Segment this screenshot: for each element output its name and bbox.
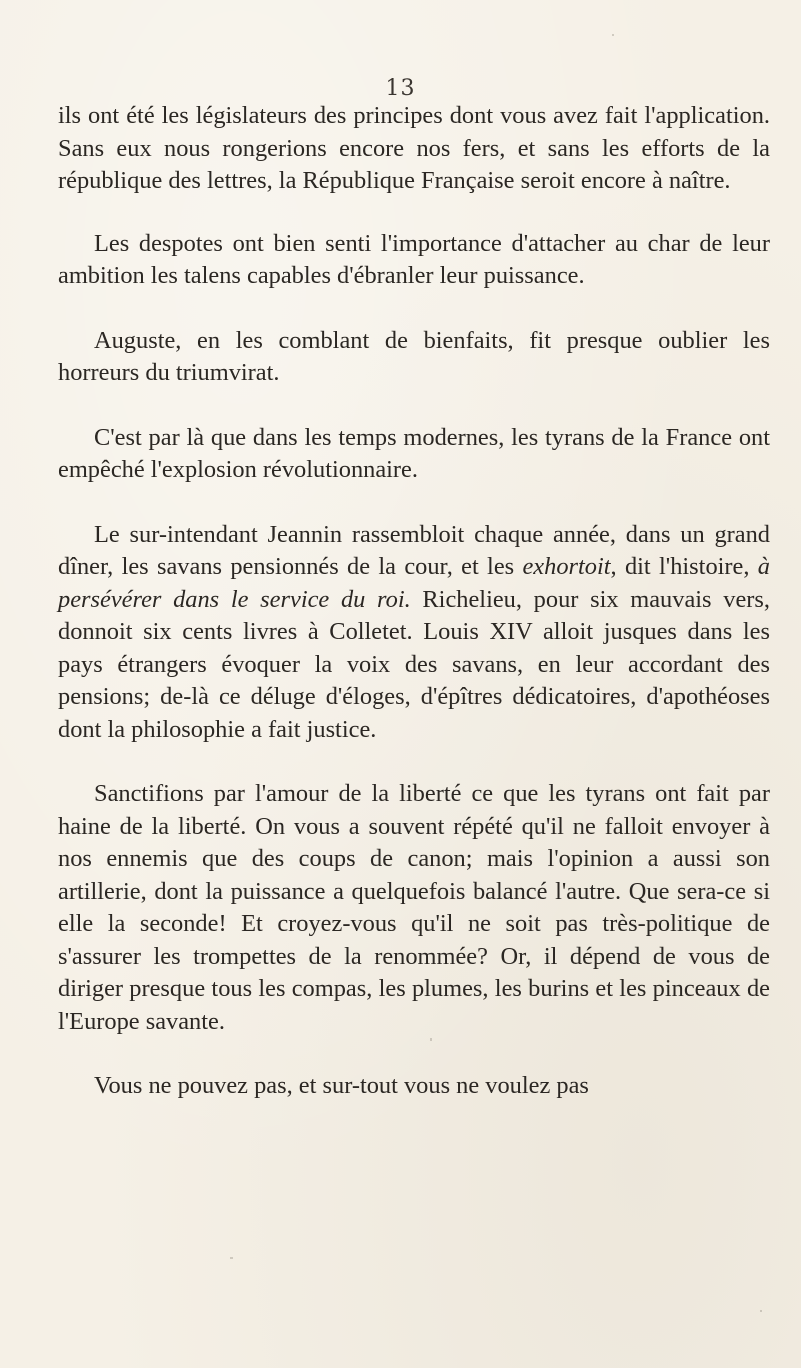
page-number: 13	[385, 76, 416, 101]
paragraph-5-part-2: , dit l'histoire,	[610, 553, 758, 580]
paragraph-6: Sanctifions par l'amour de la liberté ce que les tyrans ont fait par haine de la liberté. On vous a souvent répété qu'il ne falloit envoyer à nos ennemis que des coups de canon; mais l'opinion a aussi son artillerie, dont la puissance a quelquefois balancé l'autre. Que sera-ce si elle la seconde! Et croyez-vous qu'il ne soit pas très-politique de s'assurer les trompettes de la renommée? Or, il dépend de vous de diriger presque tous les compas, les plumes, les burins et les pinceaux de l'Europe savante.	[58, 780, 770, 1035]
paragraph-1: ils ont été les législateurs des principes dont vous avez fait l'application. Sans eux nous rongerions encore nos fers, et sans les efforts de la république des lettres, la République Française seroit encore à naître.	[58, 102, 770, 194]
body-text	[58, 100, 770, 1135]
paragraph-5-italic-1: exhortoit	[522, 553, 611, 580]
paragraph-7: Vous ne pouvez pas, et sur-tout vous ne voulez pas	[94, 1072, 589, 1099]
paper-speck	[760, 1310, 762, 1312]
paragraph-5-italic-2: à persévérer dans le service du roi.	[58, 553, 770, 613]
paragraph-3: Auguste, en les comblant de bienfaits, fit presque oublier les horreurs du triumvirat.	[58, 326, 770, 386]
paragraph-2: Les despotes ont bien senti l'importance d'attacher au char de leur ambition les talens capables d'ébranler leur puissance.	[58, 229, 770, 289]
paragraph-5-part-1: Le sur-intendant Jeannin rassembloit chaque année, dans un grand dîner, les savans pensionnés de la cour, et les	[58, 520, 770, 580]
paper-speck	[230, 1257, 233, 1259]
paragraph-4: C'est par là que dans les temps modernes, les tyrans de la France ont empêché l'explosion révolutionnaire.	[58, 423, 770, 483]
paper-speck	[612, 34, 614, 36]
paper-speck	[430, 1038, 432, 1041]
paragraph-5-part-3: Richelieu, pour six mauvais vers, donnoit six cents livres à Colletet. Louis XIV alloit jusques dans les pays étrangers évoquer la voix des savans, en leur accordant des pensions; de-là ce déluge d'éloges, d'épîtres dédicatoires, d'apothéoses dont la philosophie a fait justice.	[58, 585, 770, 743]
paragraph-5	[58, 519, 770, 747]
